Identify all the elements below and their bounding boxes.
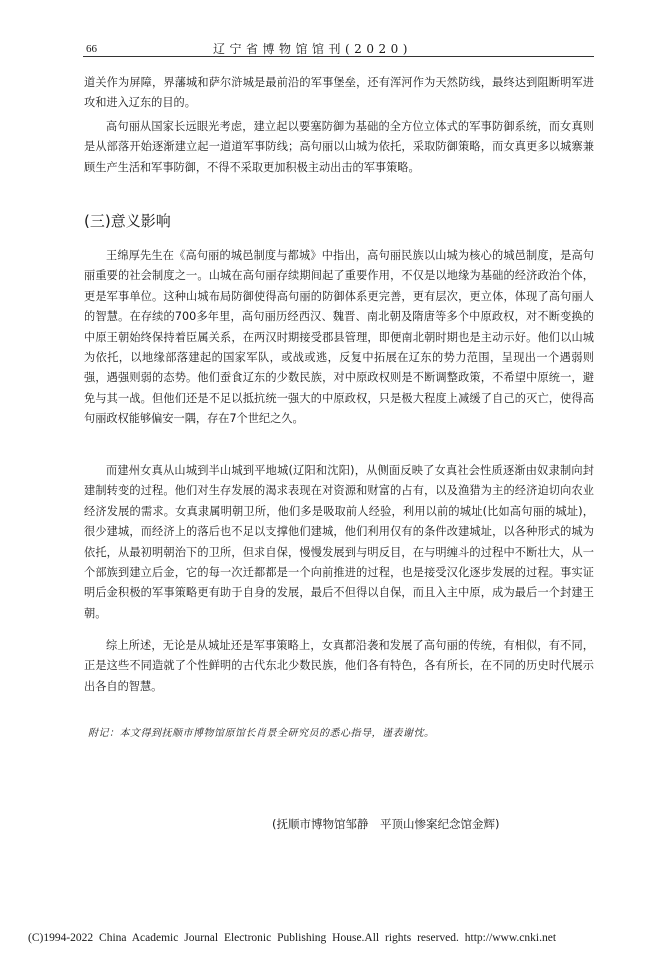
paragraph-4: 而建州女真从山城到半山城到平地城(辽阳和沈阳)，从侧面反映了女真社会性质逐渐由奴隶制向封建制转变的过程。他们对生存发展的渴求表现在对资源和财富的占有，以及渔猎为主的经济迫切向农业经济发展的需求。女真隶属明朝卫所，他们多是吸取前人经验，利用以前的城址(比如高句丽的城址)，很少建城，而经济上的落后也不足以支撑他们建城，他们利用仅有的条件改建城址，以各种形式的城为依托，从最初明朝治下的卫所，但求自保，慢慢发展到与明反目，在与明缠斗的过程中不断壮大，从一个部族到建立后金，它的每一次迁都都是一个向前推进的过程，也是接受汉化逐步发展的过程。事实证明后金积极的军事策略更有助于自身的发展，最后不但得以自保，而且入主中原，成为最后一个封建王朝。 [84,464,594,620]
paragraph-2: 高句丽从国家长远眼光考虑，建立起以要塞防御为基础的全方位立体式的军事防御系统，而女真则是从部落开始逐渐建立起一道道军事防线；高句丽以山城为依托，采取防御策略，而女真更多以城寨兼顾生产生活和军事防御，不得不采取更加积极主动出击的军事策略。 [84,120,594,174]
section-heading: (三)意义影响 [84,212,171,230]
paragraph-3: 王绵厚先生在《高句丽的城邑制度与都城》中指出，高句丽民族以山城为核心的城邑制度，是高句丽重要的社会制度之一。山城在高句丽存续期间起了重要作用，不仅是以地缘为基础的经济政治个体，更是军事单位。这种山城布局防御使得高句丽的防御体系更完善，更有层次，更立体，体现了高句丽人的智慧。在存续的700多年里，高句丽历经西汉、魏晋、南北朝及隋唐等多个中原政权，对不断变换的中原王朝始终保持着臣属关系，在两汉时期接受郡县管理，即便南北朝时期也是主动示好。他们以山城为依托，以地缘部落建起的国家军队，或战或逃，反复中拓展在辽东的势力范围，呈现出一个遇弱则强，遇强则弱的态势。他们蚕食辽东的少数民族，对中原政权则是不断调整政策，不希望中原统一，避免与其一战。但他们还是不足以抵抗统一强大的中原政权，只是极大程度上减缓了自己的灭亡，使得高句丽政权能够偏安一隅，存在7个世纪之久。 [84,249,594,426]
acknowledgement-note: 附记：本文得到抚顺市博物馆原馆长肖景全研究员的悉心指导，谨表谢忱。 [88,728,435,739]
page-number: 66 [86,43,97,55]
author-affiliation: (抚顺市博物馆邹静 平顶山惨案纪念馆金辉) [272,817,500,831]
paragraph-5: 综上所述，无论是从城址还是军事策略上，女真都沿袭和发展了高句丽的传统，有相似，有不同，正是这些不同造就了个性鲜明的古代东北少数民族，他们各有特色，各有所长，在不同的历史时代展示出各自的智慧。 [84,639,594,693]
journal-title: 辽宁省博物馆馆刊(2020) [213,42,412,56]
header-divider [83,56,594,57]
copyright-footer: (C)1994-2022 China Academic Journal Electronic Publishing House.All rights reserved. http://www.cnki.net [28,932,557,944]
paragraph-1: 道关作为屏障，界藩城和萨尔浒城是最前沿的军事堡垒，还有浑河作为天然防线，最终达到阻断明军进攻和进入辽东的目的。 [84,76,594,110]
